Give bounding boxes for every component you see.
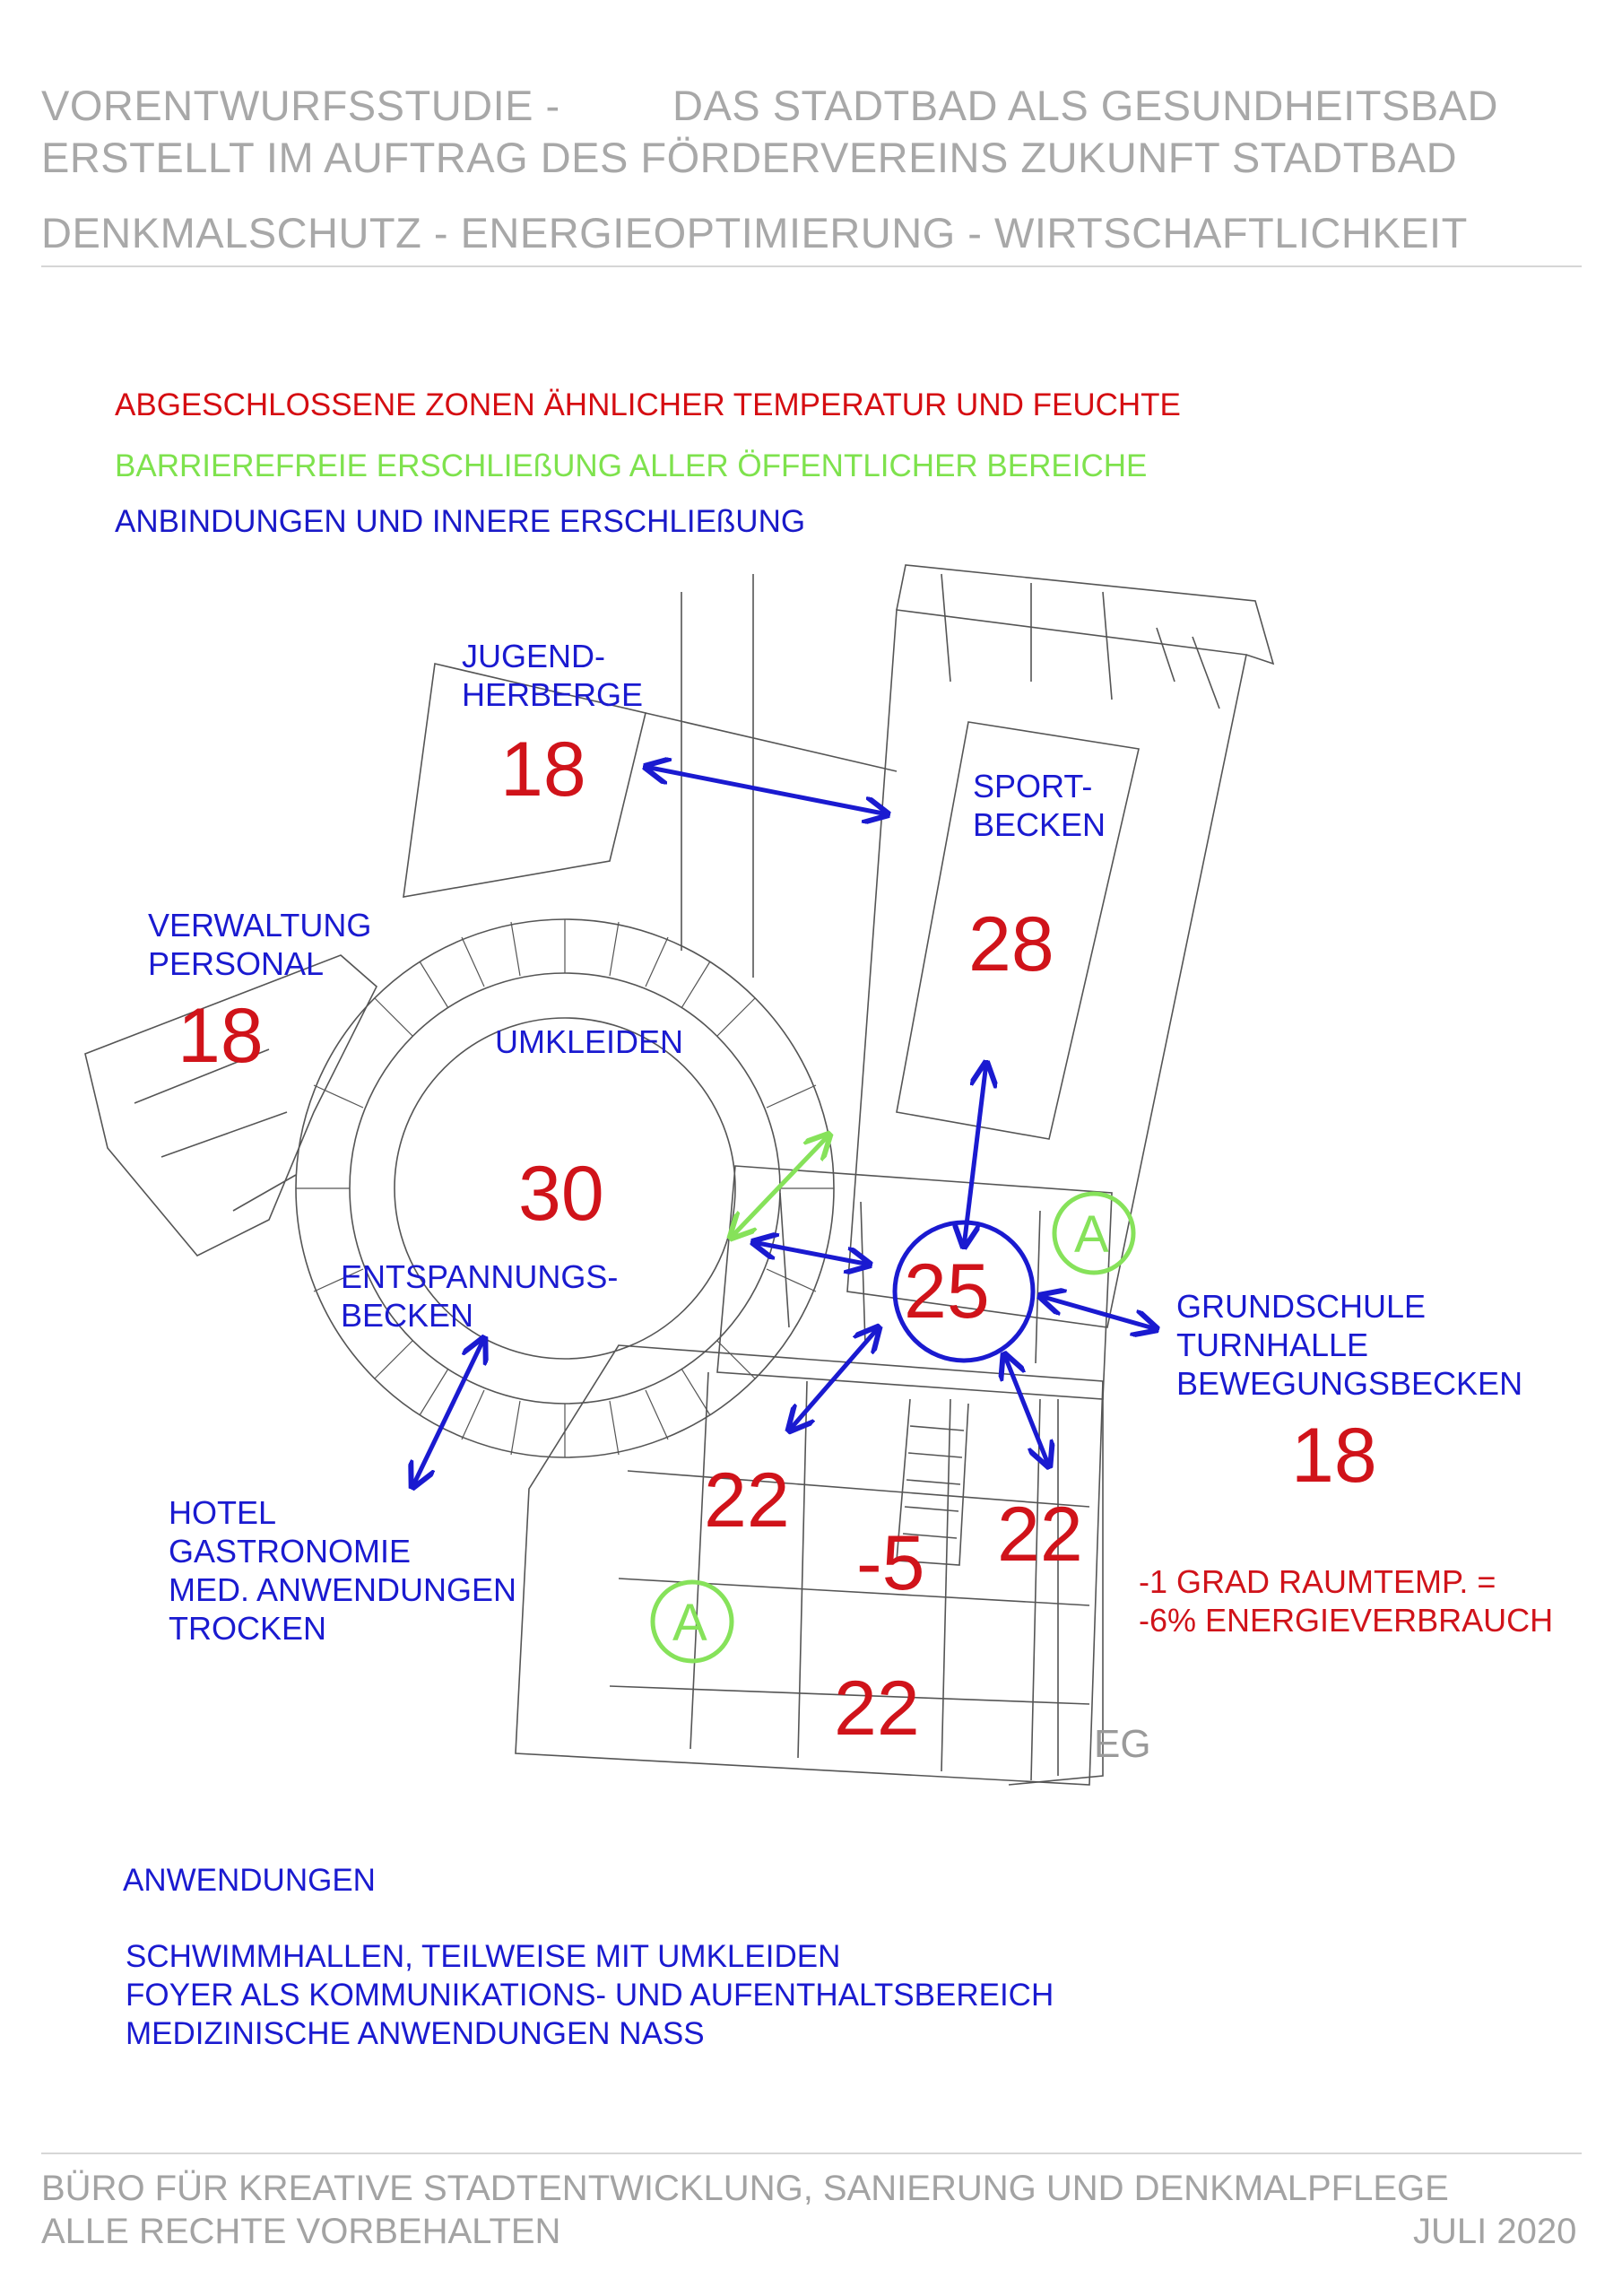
applications-item: MEDIZINISCHE ANWENDUNGEN NASS [126,2016,705,2051]
energy-note: -1 GRAD RAUMTEMP. = -6% ENERGIEVERBRAUCH [1139,1563,1554,1639]
sportbecken-temp: 28 [968,901,1054,987]
zone-right-temp: 22 [997,1492,1083,1578]
jugendherberge-label: JUGEND- HERBERGE [462,638,644,713]
applications-item: SCHWIMMHALLEN, TEILWEISE MIT UMKLEIDEN [126,1939,841,1974]
arrow-foyer-zone-left [789,1327,879,1431]
applications-list [126,1937,1054,2053]
footer-office: BÜRO FÜR KREATIVE STADTENTWICKLUNG, SANIERUNG UND DENKMALPFLEGE [41,2169,1449,2208]
legend-red: ABGESCHLOSSENE ZONEN ÄHNLICHER TEMPERATUR UND FEUCHTE [115,387,1181,422]
footer-divider [41,2152,1582,2154]
applications-title: ANWENDUNGEN [123,1863,376,1898]
verwaltung-temp: 18 [178,993,264,1079]
grundschule-label: GRUNDSCHULE TURNHALLE BEWEGUNGSBECKEN [1176,1288,1523,1402]
grundschule-temp: 18 [1291,1413,1377,1499]
rotunde-temp: 30 [518,1151,604,1237]
header-subtitle: ERSTELLT IM AUFTRAG DES FÖRDERVEREINS ZUKUNFT STADTBAD [41,134,1458,181]
header-topics: DENKMALSCHUTZ - ENERGIEOPTIMIERUNG - WIRTSCHAFTLICHKEIT [41,209,1468,257]
floor-label: EG [1094,1722,1151,1766]
zone-bottom-temp: 22 [834,1665,920,1752]
connection-arrows [412,767,1157,1487]
header-title-left: VORENTWURFSSTUDIE - [41,82,560,129]
legend-blue: ANBINDUNGEN UND INNERE ERSCHLIEßUNG [115,504,806,539]
arrow-barrierefrei [731,1135,829,1238]
zone-center-temp: -5 [856,1520,925,1606]
sportbecken-label: SPORT- BECKEN [973,768,1106,843]
access-marker-ne-letter: A [1074,1205,1109,1264]
footer-rights: ALLE RECHTE VORBEHALTEN [41,2212,561,2251]
umkleiden-label: UMKLEIDEN [495,1023,684,1060]
hotel-label: HOTEL GASTRONOMIE MED. ANWENDUNGEN TROCKEN [169,1494,517,1647]
footer-date: JULI 2020 [1413,2212,1577,2251]
verwaltung-label: VERWALTUNG PERSONAL [148,907,372,982]
header-title-right: DAS STADTBAD ALS GESUNDHEITSBAD [672,82,1498,129]
entspannungsbecken-label: ENTSPANNUNGS- BECKEN [341,1258,619,1334]
zone-left-temp: 22 [704,1457,790,1544]
access-marker-sw-letter: A [672,1594,707,1652]
arrow-foyer-zone-right [1004,1354,1049,1466]
foyer-temp: 25 [904,1248,990,1335]
jugendherberge-temp: 18 [500,726,586,813]
arrow-sportbecken-foyer [964,1063,986,1247]
arrow-foyer-grundschule [1040,1296,1157,1329]
legend-green: BARRIEREFREIE ERSCHLIEßUNG ALLER ÖFFENTLICHER BEREICHE [115,448,1148,483]
applications-item: FOYER ALS KOMMUNIKATIONS- UND AUFENTHALTSBEREICH [126,1978,1054,2013]
